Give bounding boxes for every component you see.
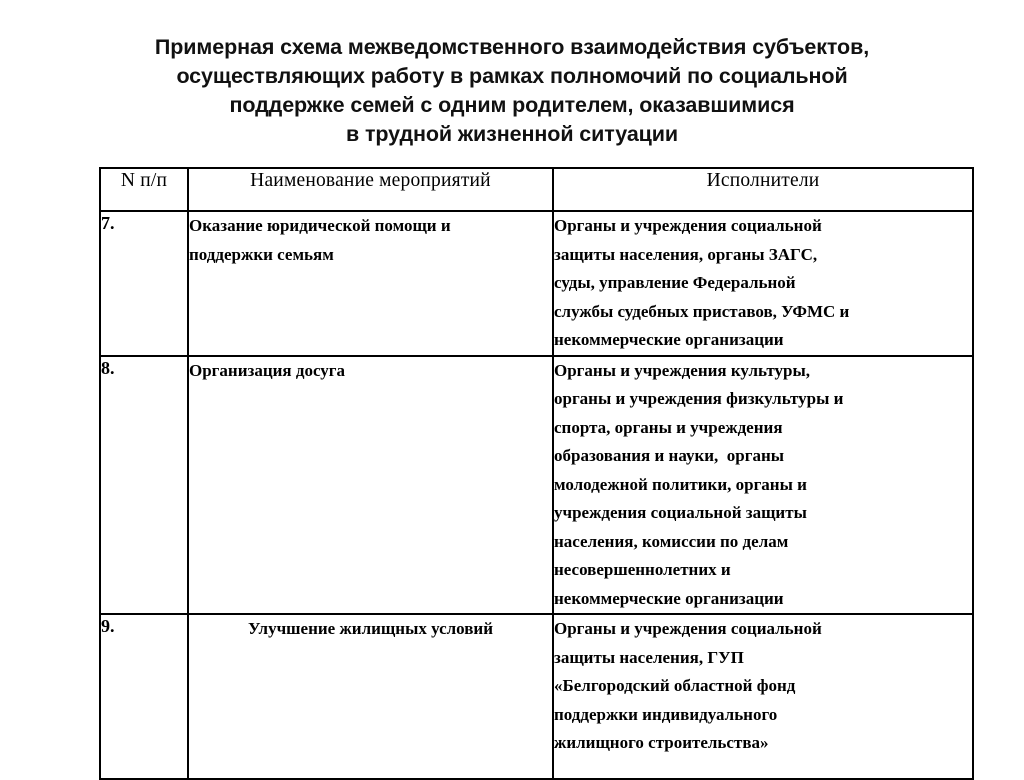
table-row [100, 614, 973, 779]
executor-line: защиты населения, ГУП [554, 647, 744, 667]
executor-line: органы и учреждения физкультуры и [554, 389, 844, 408]
executor-line: Органы и учреждения социальной [554, 619, 822, 638]
executor-line: несовершеннолетних и [554, 560, 731, 579]
table-header-row [100, 168, 973, 211]
executor-line: службы судебных приставов, УФМС и [554, 301, 850, 321]
measure-name-line: Оказание юридической помощи и [189, 216, 451, 235]
row-executors-cell [553, 356, 973, 615]
executor-line: учреждения социальной защиты [554, 503, 807, 522]
executor-line: некоммерческие организации [554, 330, 784, 349]
page-title-line-3: поддержке семей с одним родителем, оказавшимися [229, 93, 795, 117]
table-body [100, 211, 973, 779]
column-header-measure-name: Наименование мероприятий [188, 168, 553, 211]
row-executors-cell [553, 614, 973, 779]
executor-line: спорта, органы и учреждения [554, 417, 783, 437]
row-measure-name-cell [188, 614, 553, 779]
page-title-line-2: осуществляющих работу в рамках полномочий по социальной [176, 64, 848, 88]
row-number-cell: 8. [100, 356, 188, 615]
row-number-cell: 9. [100, 614, 188, 779]
page-title [62, 33, 962, 149]
table-header [100, 168, 973, 211]
executor-line: некоммерческие организации [554, 588, 784, 608]
executor-line: защиты населения, органы ЗАГС, [554, 244, 818, 264]
row-measure-name-cell [188, 356, 553, 615]
executor-line: Органы и учреждения культуры, [554, 360, 810, 380]
executor-line: молодежной политики, органы и [554, 474, 807, 494]
measure-name-line: поддержки семьям [189, 244, 334, 264]
measure-name-line: Организация досуга [189, 360, 345, 380]
measures-table [99, 167, 974, 780]
measure-name-line: Улучшение жилищных условий [248, 619, 493, 638]
page-title-line-1: Примерная схема межведомственного взаимодействия субъектов, [154, 35, 870, 59]
row-number-cell: 7. [100, 211, 188, 356]
executor-line: населения, комиссии по делам [554, 531, 789, 551]
row-executors-cell [553, 211, 973, 356]
executor-line: «Белгородский областной фонд [554, 676, 796, 695]
executor-line: жилищного строительства» [554, 733, 769, 752]
executor-line: образования и науки, органы [554, 446, 785, 465]
table-row [100, 211, 973, 356]
row-measure-name-cell [188, 211, 553, 356]
table-row [100, 356, 973, 615]
executor-line: суды, управление Федеральной [554, 273, 796, 292]
column-header-number: N п/п [100, 168, 188, 211]
page-title-line-4: в трудной жизненной ситуации [345, 122, 679, 146]
executor-line: Органы и учреждения социальной [554, 216, 822, 235]
column-header-executors: Исполнители [553, 168, 973, 211]
executor-line: поддержки индивидуального [554, 704, 778, 724]
